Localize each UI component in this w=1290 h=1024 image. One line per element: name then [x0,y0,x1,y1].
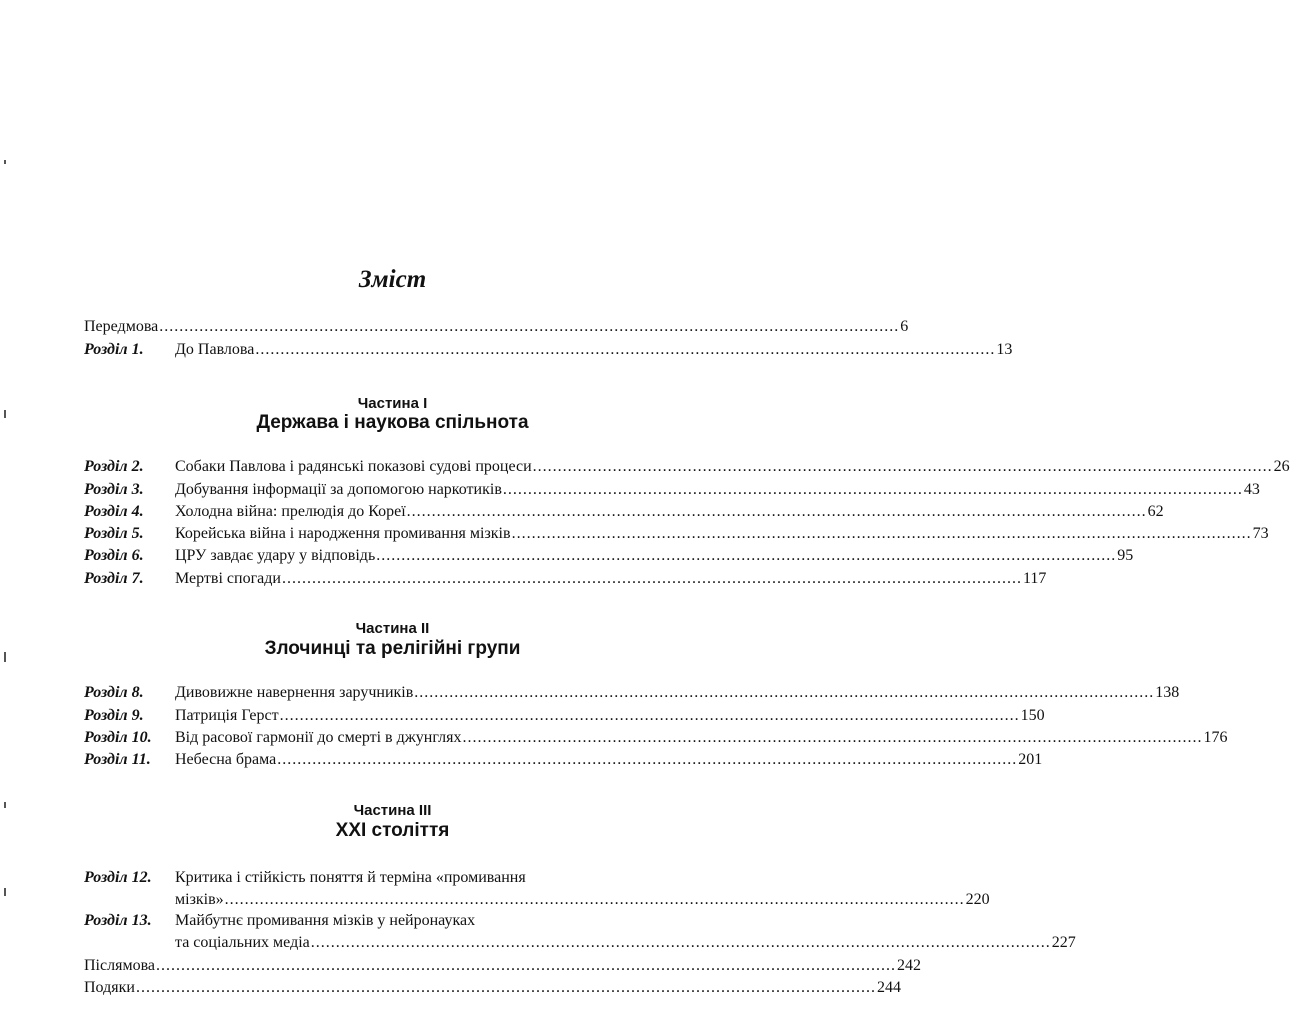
leader-dots: .................................................................................................................................................... [462,729,1203,746]
leader-dots: .................................................................................................................................................... [224,891,965,908]
chapter-title: Від расової гармонії до смерті в джунглях [175,729,462,746]
toc-entry-chapter-6[interactable] [84,545,1134,567]
leader-dots: .................................................................................................................................................... [310,934,1051,951]
toc-entry-chapter-13[interactable] [84,910,678,932]
part-3-label: Частина ІІІ [353,802,432,819]
chapter-title: Корейська війна і народження промивання мізків [175,525,511,542]
page-number: 73 [1252,525,1269,542]
chapter-title-continued: та соціальних медіа [175,934,310,951]
toc-entry-afterword[interactable] [84,955,922,977]
page-number: 150 [1020,707,1045,724]
page-number: 13 [996,341,1013,358]
toc-entry-chapter-1[interactable] [84,339,1013,361]
chapter-title-continued: мізків» [175,891,224,908]
toc-entry-foreword[interactable] [84,316,909,338]
toc-entry-chapter-11[interactable] [84,749,1043,771]
page-number: 176 [1203,729,1228,746]
leader-dots: .................................................................................................................................................... [532,458,1273,475]
part-3-title: ХХІ століття [335,820,450,841]
toc-entry-acknowledgements[interactable] [84,977,901,999]
toc-entry-chapter-5[interactable] [84,523,1269,545]
leader-dots: .................................................................................................................................................... [159,318,900,335]
page-number: 62 [1147,503,1164,520]
leader-dots: .................................................................................................................................................... [135,979,876,996]
toc-entry-chapter-7[interactable] [84,568,1047,590]
page-number: 220 [965,891,990,908]
chapter-title: До Павлова [175,341,255,358]
toc-entry-chapter-9[interactable] [84,705,1045,727]
part-2-title: Злочинці та релігійні групи [264,638,521,659]
chapter-title: Патриція Герст [175,707,279,724]
page-number: 117 [1022,570,1047,587]
chapter-number: Розділ 13. [84,912,152,929]
part-2-label: Частина ІІ [355,620,430,637]
chapter-number: Розділ 5. [84,525,144,542]
chapter-number: Розділ 7. [84,570,144,587]
chapter-title: Небесна брама [175,751,277,768]
toc-entry-chapter-10[interactable] [84,727,1228,749]
toc-entry-chapter-13-continued[interactable] [175,932,1076,954]
toc-entry-chapter-12-continued[interactable] [175,889,990,911]
page-number: 201 [1018,751,1043,768]
chapter-number: Розділ 1. [84,341,144,358]
leader-dots: .................................................................................................................................................... [281,570,1022,587]
entry-label: Подяки [84,979,135,996]
part-1-label: Частина І [357,395,428,412]
page-number: 95 [1117,547,1134,564]
chapter-title: Майбутнє промивання мізків у нейронауках [175,912,476,929]
chapter-title: Собаки Павлова і радянські показові судові процеси [175,458,532,475]
part-1-title: Держава і наукова спільнота [256,412,529,433]
chapter-title: Добування інформації за допомогою наркотиків [175,481,502,498]
toc-title: Зміст [358,266,427,293]
chapter-number: Розділ 2. [84,458,144,475]
page-number: 242 [897,957,922,974]
leader-dots: .................................................................................................................................................... [277,751,1018,768]
leader-dots: .................................................................................................................................................... [156,957,897,974]
toc-entry-chapter-3[interactable] [84,479,1260,501]
page-number: 244 [876,979,901,996]
entry-label: Післямова [84,957,156,974]
page-number: 227 [1051,934,1076,951]
page-number: 26 [1273,458,1290,475]
entry-label: Передмова [84,318,159,335]
leader-dots: .................................................................................................................................................... [279,707,1020,724]
chapter-title: Мертві спогади [175,570,281,587]
leader-dots: .................................................................................................................................................... [511,525,1252,542]
scan-mark [4,160,6,164]
chapter-number: Розділ 11. [84,751,151,768]
leader-dots: .................................................................................................................................................... [406,503,1147,520]
chapter-title: Холодна війна: прелюдія до Кореї [175,503,406,520]
toc-entry-chapter-12[interactable] [84,867,678,889]
toc-entry-chapter-4[interactable] [84,501,1164,523]
leader-dots: .................................................................................................................................................... [502,481,1243,498]
leader-dots: .................................................................................................................................................... [255,341,996,358]
chapter-number: Розділ 4. [84,503,144,520]
chapter-number: Розділ 9. [84,707,144,724]
toc-entry-chapter-2[interactable] [84,456,1290,478]
chapter-title: ЦРУ завдає удару у відповідь [175,547,376,564]
leader-dots: .................................................................................................................................................... [376,547,1117,564]
chapter-number: Розділ 10. [84,729,152,746]
page-number: 138 [1155,684,1180,701]
page-number: 6 [900,318,909,335]
toc-entry-chapter-8[interactable] [84,682,1180,704]
page-number: 43 [1243,481,1260,498]
chapter-number: Розділ 6. [84,547,144,564]
chapter-number: Розділ 12. [84,869,152,886]
chapter-title: Критика і стійкість поняття й терміна «промивання [175,869,526,886]
scan-mark [4,888,6,896]
leader-dots: .................................................................................................................................................... [414,684,1155,701]
chapter-title: Дивовижне навернення заручників [175,684,414,701]
chapter-number: Розділ 8. [84,684,144,701]
chapter-number: Розділ 3. [84,481,144,498]
